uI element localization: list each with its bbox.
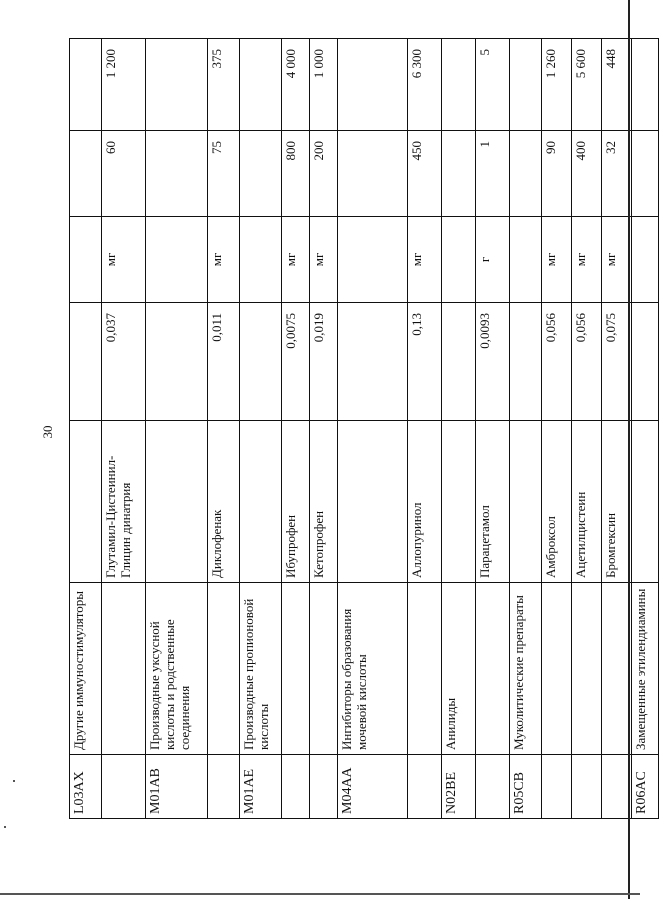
row-unit: мг: [310, 217, 338, 303]
row-unit: [70, 217, 102, 303]
row-code: M01AB: [146, 755, 208, 819]
row-code: [208, 755, 240, 819]
row-group: Замещенные этилендиамины: [632, 583, 659, 755]
row-unit: мг: [408, 217, 442, 303]
row-code: [282, 755, 310, 819]
row-ddd: [632, 303, 659, 421]
row-dose: 90: [542, 131, 572, 217]
table-row: [208, 39, 240, 819]
table-row: [102, 39, 146, 819]
row-ddd: 0,0093: [476, 303, 510, 421]
row-code: N02BE: [442, 755, 476, 819]
row-unit: [146, 217, 208, 303]
row-ddd: [338, 303, 408, 421]
row-dose: [146, 131, 208, 217]
row-drug: [70, 421, 102, 583]
scan-speck: [4, 826, 6, 828]
drug-table-body: [70, 39, 659, 819]
row-ddd: [70, 303, 102, 421]
table-row: [442, 39, 476, 819]
row-qty: 4 000: [282, 39, 310, 131]
row-ddd: 0,011: [208, 303, 240, 421]
row-qty: [70, 39, 102, 131]
row-code: R05CB: [510, 755, 542, 819]
row-group: Другие иммуностимуляторы: [70, 583, 102, 755]
row-drug: Ацетилцистеин: [572, 421, 602, 583]
row-drug: Бромгексин: [602, 421, 632, 583]
row-qty: 1 260: [542, 39, 572, 131]
row-ddd: 0,019: [310, 303, 338, 421]
row-group: [208, 583, 240, 755]
drug-table-wrapper: [69, 39, 649, 819]
row-qty: 1 200: [102, 39, 146, 131]
row-qty: [338, 39, 408, 131]
row-unit: мг: [572, 217, 602, 303]
row-dose: [510, 131, 542, 217]
row-unit: г: [476, 217, 510, 303]
table-row: [240, 39, 282, 819]
row-drug: [632, 421, 659, 583]
row-ddd: 0,056: [542, 303, 572, 421]
row-code: M01AE: [240, 755, 282, 819]
row-unit: [632, 217, 659, 303]
page-edge-bottom: [0, 893, 640, 895]
row-drug: Кетопрофен: [310, 421, 338, 583]
row-code: [310, 755, 338, 819]
row-dose: [70, 131, 102, 217]
row-group: [102, 583, 146, 755]
row-unit: [510, 217, 542, 303]
row-group: Муколитические препараты: [510, 583, 542, 755]
row-ddd: [510, 303, 542, 421]
row-group: [602, 583, 632, 755]
row-group: [572, 583, 602, 755]
table-row: [632, 39, 659, 819]
row-code: [602, 755, 632, 819]
row-group: [310, 583, 338, 755]
row-dose: [442, 131, 476, 217]
row-group: Анилиды: [442, 583, 476, 755]
row-drug: Глутамил-Цистеинил-Глицин динатрия: [102, 421, 146, 583]
row-code: [476, 755, 510, 819]
row-qty: [510, 39, 542, 131]
row-unit: мг: [542, 217, 572, 303]
row-qty: 5: [476, 39, 510, 131]
row-ddd: [442, 303, 476, 421]
row-qty: 5 600: [572, 39, 602, 131]
row-drug: Диклофенак: [208, 421, 240, 583]
row-qty: 6 300: [408, 39, 442, 131]
row-drug: Ибупрофен: [282, 421, 310, 583]
row-ddd: 0,037: [102, 303, 146, 421]
row-dose: 450: [408, 131, 442, 217]
row-ddd: [146, 303, 208, 421]
row-ddd: 0,056: [572, 303, 602, 421]
row-code: R06AC: [632, 755, 659, 819]
row-code: [572, 755, 602, 819]
row-group: Производные уксусной кислоты и родственные соединения: [146, 583, 208, 755]
row-unit: мг: [208, 217, 240, 303]
row-drug: Аллопуринол: [408, 421, 442, 583]
row-dose: [338, 131, 408, 217]
row-dose: 1: [476, 131, 510, 217]
row-code: L03AX: [70, 755, 102, 819]
row-drug: [510, 421, 542, 583]
row-qty: [442, 39, 476, 131]
row-code: [408, 755, 442, 819]
row-drug: Парацетамол: [476, 421, 510, 583]
row-code: [542, 755, 572, 819]
row-dose: 400: [572, 131, 602, 217]
table-row: [476, 39, 510, 819]
row-dose: 75: [208, 131, 240, 217]
row-dose: 32: [602, 131, 632, 217]
row-dose: 800: [282, 131, 310, 217]
row-ddd: 0,0075: [282, 303, 310, 421]
row-code: M04AA: [338, 755, 408, 819]
table-row: [572, 39, 602, 819]
row-group: Производные пропионовой кислоты: [240, 583, 282, 755]
table-row: [282, 39, 310, 819]
row-drug: [146, 421, 208, 583]
row-unit: [240, 217, 282, 303]
row-unit: [338, 217, 408, 303]
row-dose: [240, 131, 282, 217]
row-unit: мг: [282, 217, 310, 303]
page-edge-right: [628, 0, 630, 899]
row-drug: [442, 421, 476, 583]
row-dose: 60: [102, 131, 146, 217]
row-qty: 375: [208, 39, 240, 131]
row-ddd: [240, 303, 282, 421]
row-unit: мг: [102, 217, 146, 303]
row-unit: мг: [602, 217, 632, 303]
row-unit: [442, 217, 476, 303]
row-dose: 200: [310, 131, 338, 217]
row-group: [476, 583, 510, 755]
row-qty: [240, 39, 282, 131]
row-ddd: 0,13: [408, 303, 442, 421]
row-drug: Амброксол: [542, 421, 572, 583]
row-group: Ингибиторы образования мочевой кислоты: [338, 583, 408, 755]
row-drug: [240, 421, 282, 583]
row-qty: 448: [602, 39, 632, 131]
row-dose: [632, 131, 659, 217]
scan-speck: [13, 780, 15, 782]
row-drug: [338, 421, 408, 583]
row-code: [102, 755, 146, 819]
table-row: [70, 39, 102, 819]
row-qty: [632, 39, 659, 131]
page-number: 30: [40, 425, 55, 439]
table-row: [542, 39, 572, 819]
table-row: [602, 39, 632, 819]
row-qty: [146, 39, 208, 131]
row-group: [282, 583, 310, 755]
table-row: [338, 39, 408, 819]
table-row: [510, 39, 542, 819]
row-group: [408, 583, 442, 755]
row-group: [542, 583, 572, 755]
table-row: [310, 39, 338, 819]
row-ddd: 0,075: [602, 303, 632, 421]
table-row: [408, 39, 442, 819]
drug-table: [69, 38, 659, 819]
row-qty: 1 000: [310, 39, 338, 131]
table-row: [146, 39, 208, 819]
